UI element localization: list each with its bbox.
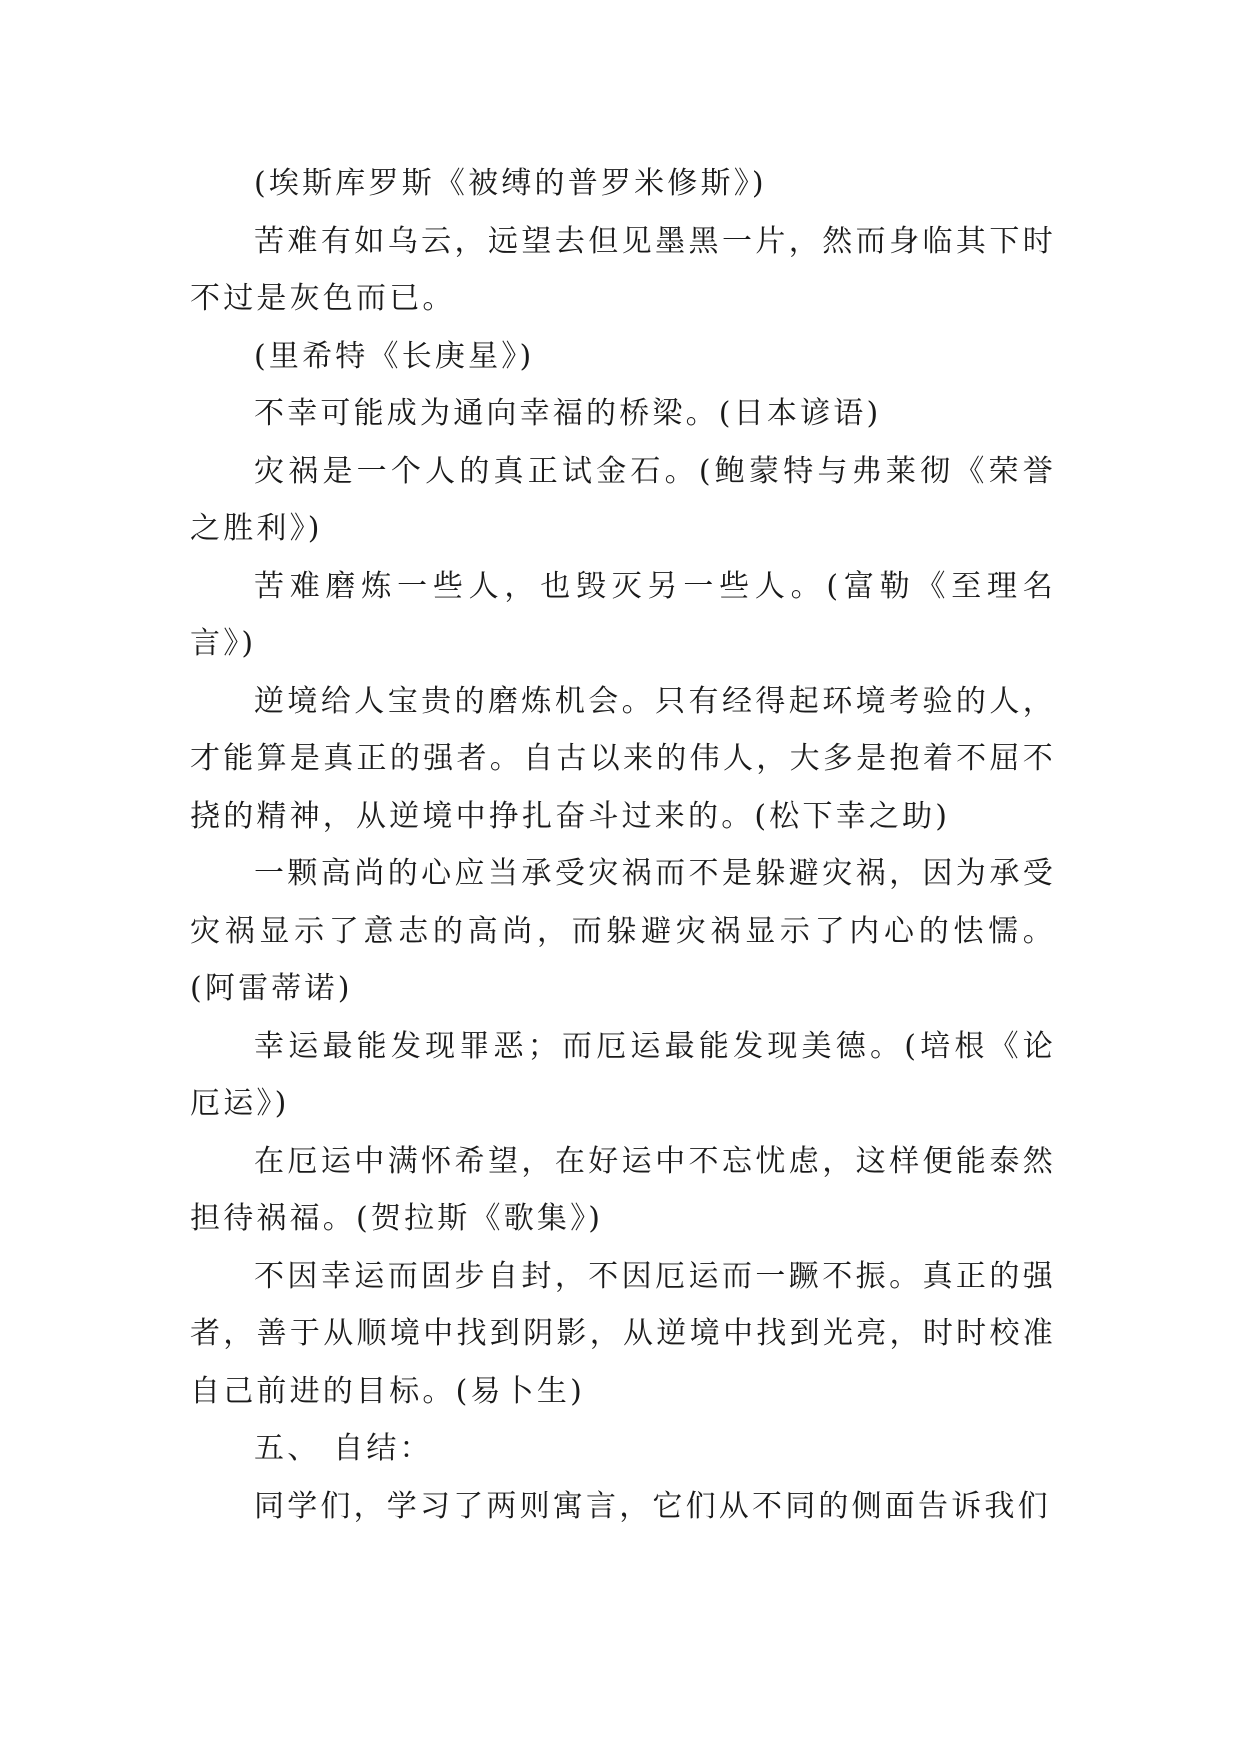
section-heading: 五、 自结： [254, 1431, 433, 1466]
document-body [190, 155, 1056, 1535]
quote-paragraph: 在厄运中满怀希望，在好运中不忘忧虑，这样便能泰然担待祸福。(贺拉斯《歌集》) [190, 1143, 1056, 1236]
quote-paragraph: 苦难磨炼一些人，也毁灭另一些人。(富勒《至理名言》) [190, 568, 1056, 661]
quote-paragraph: 逆境给人宝贵的磨炼机会。只有经得起环境考验的人，才能算是真正的强者。自古以来的伟人，大多是抱着不屈不挠的精神，从逆境中挣扎奋斗过来的。(松下幸之助) [190, 683, 1056, 834]
quote-paragraph: 一颗高尚的心应当承受灾祸而不是躲避灾祸，因为承受灾祸显示了意志的高尚，而躲避灾祸显示了内心的怯懦。(阿雷蒂诺) [190, 856, 1056, 1006]
quote-paragraph: 灾祸是一个人的真正试金石。(鲍蒙特与弗莱彻《荣誉之胜利》) [190, 453, 1056, 546]
quote-source-aeschylus: (埃斯库罗斯《被缚的普罗米修斯》) [254, 166, 767, 201]
quote-paragraph: 幸运最能发现罪恶；而厄运最能发现美德。(培根《论厄运》) [190, 1028, 1056, 1121]
quote-paragraph: 苦难有如乌云，远望去但见墨黑一片，然而身临其下时不过是灰色而已。 [190, 223, 1056, 316]
quote-paragraph: 不因幸运而固步自封，不因厄运而一蹶不振。真正的强者，善于从顺境中找到阴影，从逆境中找到光亮，时时校准自己前进的目标。(易卜生) [190, 1258, 1056, 1409]
quote-paragraph: 不幸可能成为通向幸福的桥梁。(日本谚语) [254, 396, 882, 431]
summary-paragraph: 同学们，学习了两则寓言，它们从不同的侧面告诉我们 [254, 1488, 1051, 1524]
quote-source-richter: (里希特《长庚星》) [254, 338, 535, 374]
